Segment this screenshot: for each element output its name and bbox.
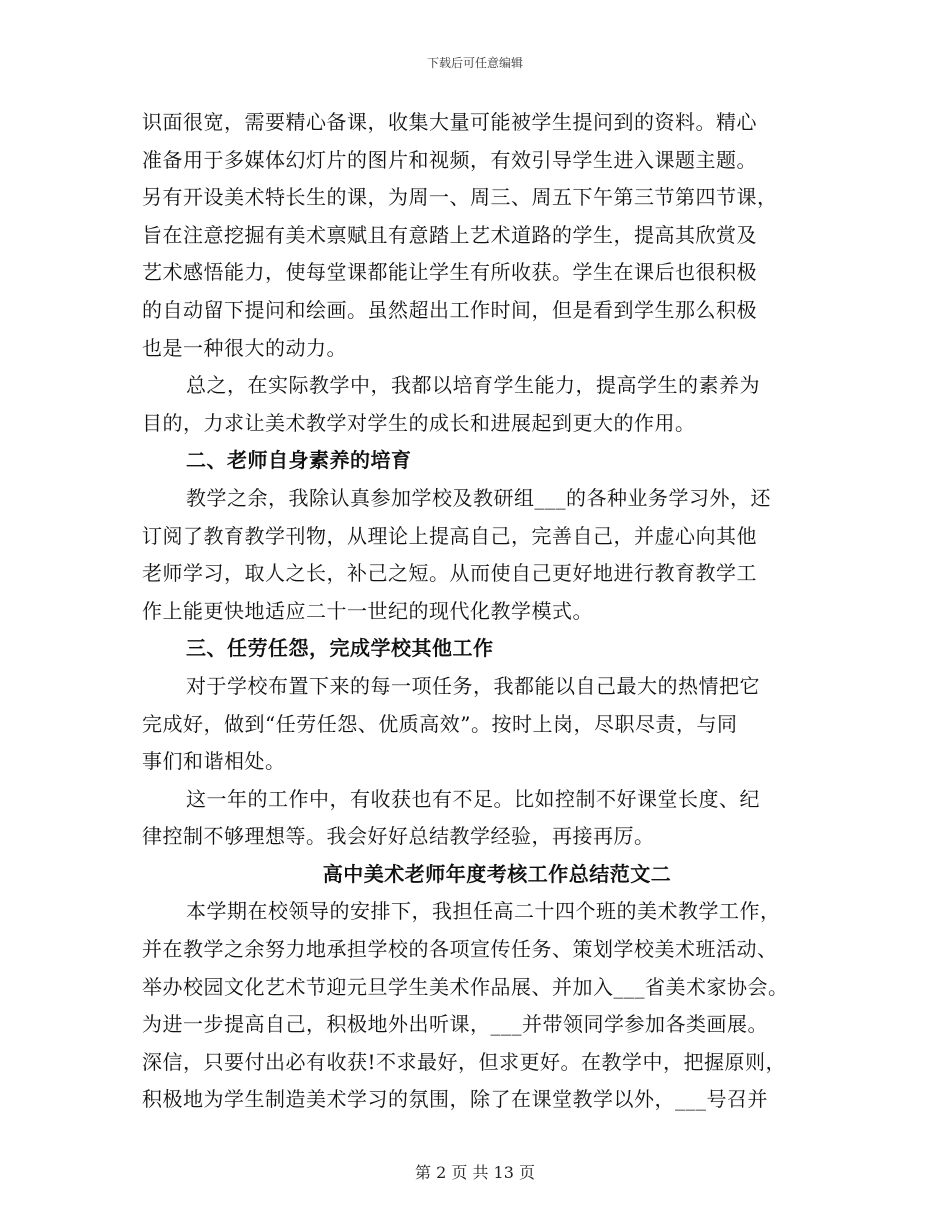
page-header-note: 下载后可任意编辑 [426, 56, 523, 70]
body-line: 订阅了教育教学刊物，从理论上提高自己，完善自己，并虚心向其他 [142, 523, 757, 548]
body-line: 为进一步提高自己，积极地外出听课，___并带领同学参加各类画展。 [142, 1012, 768, 1037]
document-body [142, 104, 822, 1119]
body-line: 准备用于多媒体幻灯片的图片和视频，有效引导学生进入课题主题。 [142, 147, 757, 172]
section-heading-2: 二、老师自身素养的培育 [186, 448, 412, 473]
paragraph-start-line: 对于学校布置下来的每一项任务，我都能以自己最大的热情把它 [186, 673, 760, 698]
body-line: 积极地为学生制造美术学习的氛围，除了在课堂教学以外，___号召并 [142, 1087, 768, 1112]
article-title: 高中美术老师年度考核工作总结范文二 [322, 861, 672, 886]
body-line: 的自动留下提问和绘画。虽然超出工作时间，但是看到学生那么积极 [142, 297, 757, 322]
body-line: 举办校园文化艺术节迎元旦学生美术作品展、并加入___省美术家协会。 [142, 974, 789, 999]
body-line: 作上能更快地适应二十一世纪的现代化教学模式。 [142, 598, 593, 623]
body-line: 老师学习，取人之长，补己之短。从而使自己更好地进行教育教学工 [142, 561, 757, 586]
body-line: 并在教学之余努力地承担学校的各项宣传任务、策划学校美术班活动、 [142, 937, 778, 962]
paragraph-start-line: 本学期在校领导的安排下，我担任高二十四个班的美术教学工作， [186, 899, 781, 924]
body-line: 事们和谐相处。 [142, 749, 286, 774]
body-line: 识面很宽，需要精心备课，收集大量可能被学生提问到的资料。精心 [142, 110, 757, 134]
page-number-footer: 第 2 页 共 13 页 [415, 1163, 535, 1182]
paragraph-start-line: 总之，在实际教学中，我都以培育学生能力，提高学生的素养为 [186, 373, 760, 398]
body-line: 完成好，做到“任劳任怨、优质高效”。按时上岗，尽职尽责，与同 [142, 711, 738, 736]
paragraph-start-line: 教学之余，我除认真参加学校及教研组___的各种业务学习外，还 [186, 485, 771, 510]
body-line: 目的，力求让美术教学对学生的成长和进展起到更大的作用。 [142, 410, 696, 435]
body-line: 律控制不够理想等。我会好好总结教学经验，再接再厉。 [142, 824, 655, 849]
body-line: 也是一种很大的动力。 [142, 335, 347, 360]
section-heading-3: 三、任劳任怨，完成学校其他工作 [186, 636, 494, 661]
body-line: 另有开设美术特长生的课，为周一、周三、周五下午第三节第四节课， [142, 185, 778, 210]
body-line: 深信，只要付出必有收获!不求最好，但求更好。在教学中，把握原则， [142, 1049, 787, 1074]
body-line: 旨在注意挖掘有美术禀赋且有意踏上艺术道路的学生，提高其欣赏及 [142, 222, 757, 247]
body-line: 艺术感悟能力，使每堂课都能让学生有所收获。学生在课后也很积极 [142, 260, 757, 285]
paragraph-start-line: 这一年的工作中，有收获也有不足。比如控制不好课堂长度、纪 [186, 786, 760, 811]
